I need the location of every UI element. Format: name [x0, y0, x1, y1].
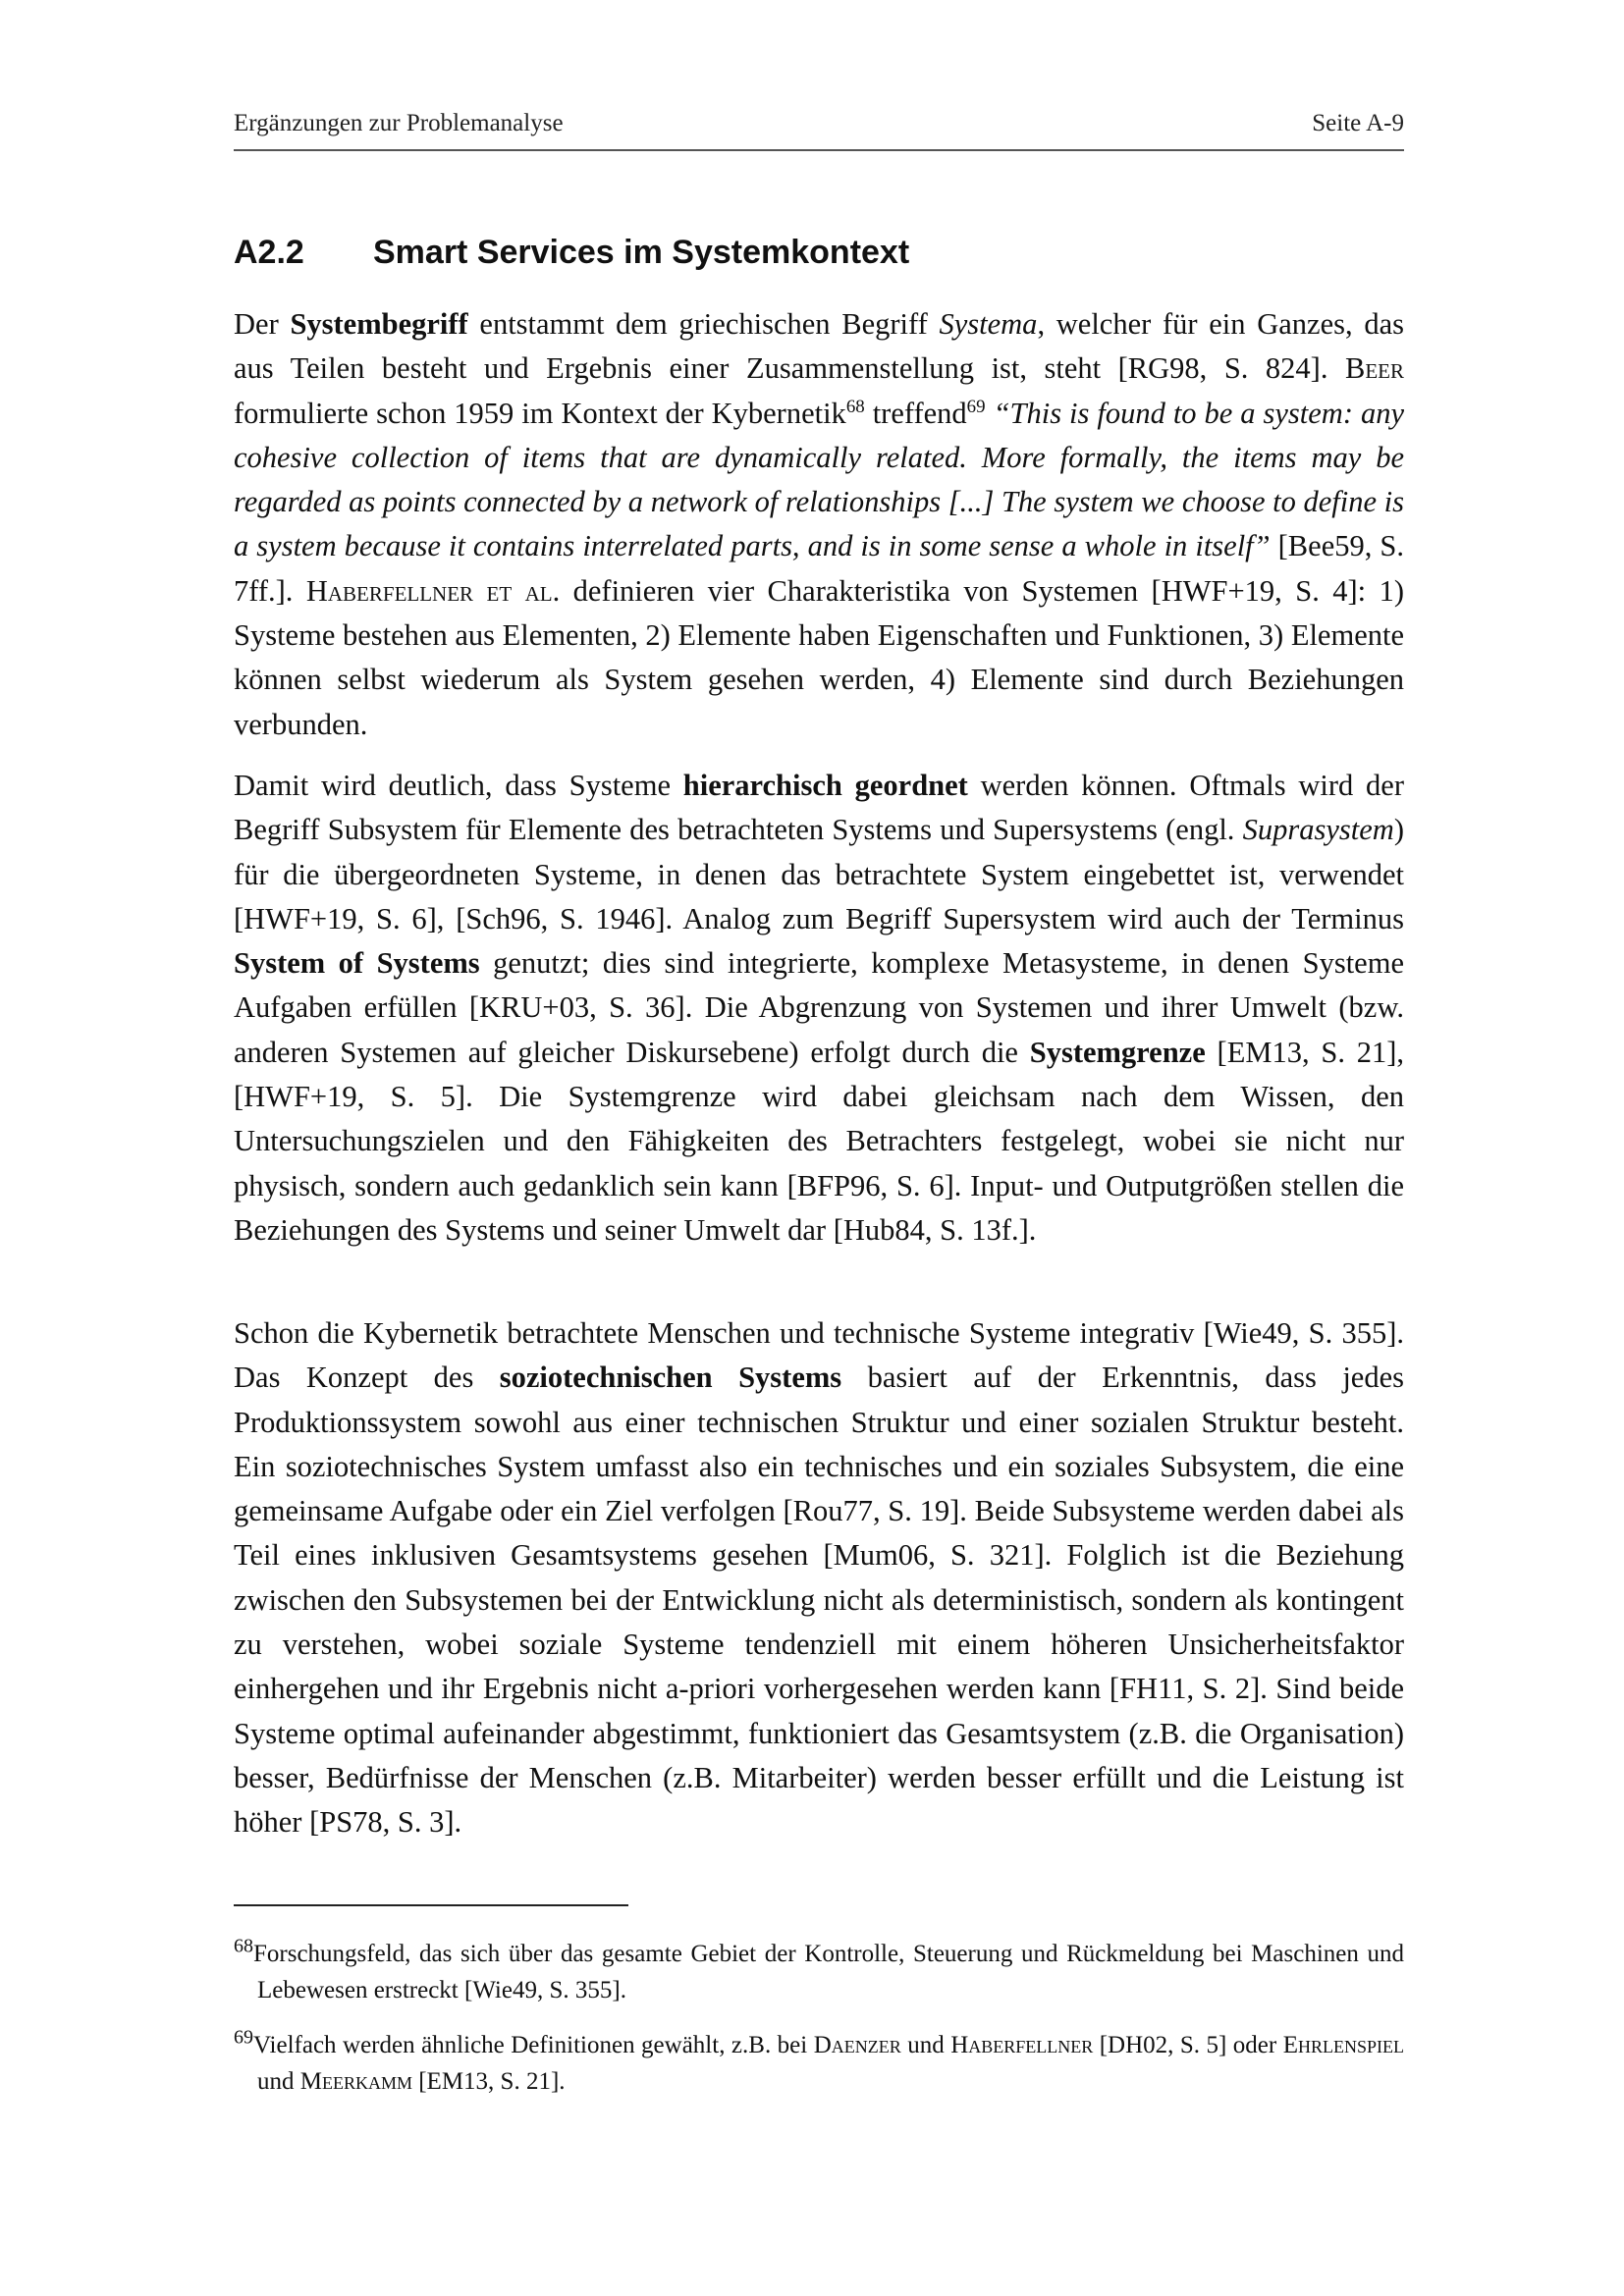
footnote-ref-69[interactable]: 69	[966, 396, 986, 417]
text-run: , welcher für ein Ganzes, das aus Teilen besteht und Ergebnis einer Zusammenstellung ist, steht [RG98, S. 824].	[234, 307, 1404, 386]
text-run: Schon die Kybernetik betrachtete Menschen und technische Systeme integrativ [Wie49, S. 355]. Das Konzept des	[234, 1316, 1404, 1395]
text-run: treffend	[864, 396, 967, 430]
paragraph-hierarchy	[234, 764, 1404, 1253]
footnote-text: Vielfach werden ähnliche Definitionen gewählt, z.B. bei	[253, 2032, 814, 2058]
term-system-of-systems: System of Systems	[234, 946, 480, 981]
text-run: . definieren vier Charakteristika von Systemen [HWF+19, S. 4]: 1) Systeme bestehen aus Elementen, 2) Elemente haben Eigenschaften und Funktionen, 3) Elemente können selbst wiederum als System gesehen werden, 4) Elemente sind durch Beziehungen verbunden.	[234, 573, 1404, 741]
author-meerkamm: Meerkamm	[299, 2068, 412, 2095]
text-run: entstammt dem griechischen Begriff	[467, 307, 940, 341]
author-haberfellner: Haberfellner et al	[305, 573, 553, 608]
paragraph-system-definition	[234, 302, 1404, 747]
text-run: werden können. Oftmals wird der Begriff Subsystem für Elemente des betrachteten Systems und Supersystems (engl.	[234, 769, 1404, 847]
paragraph-sociotechnical	[234, 1311, 1404, 1845]
footnote-separator	[234, 1904, 628, 1906]
beer-quote: “This is found to be a system: any cohesive collection of items that are dynamically related. More formally, the items may be regarded as points connected by a network of relationships [...] The system we choose to define is a system because it contains interrelated parts, and is in some sense a whole in itself”	[234, 396, 1404, 563]
footnote-68	[234, 1936, 1404, 2008]
footnote-mark: 68	[234, 1935, 253, 1957]
text-run: formulierte schon 1959 im Kontext der Kybernetik	[234, 396, 846, 430]
author-haberfellner: Haberfellner	[950, 2032, 1094, 2058]
footnote-text: und	[257, 2068, 300, 2095]
footnote-text: und	[900, 2032, 951, 2058]
footnote-69	[234, 2027, 1404, 2100]
author-ehrlenspiel: Ehrlenspiel	[1282, 2032, 1404, 2058]
footnote-ref-68[interactable]: 68	[845, 396, 865, 417]
header-page-number: Seite A-9	[1312, 110, 1404, 136]
term-systema: Systema	[939, 307, 1038, 341]
footnote-text: [DH02, S. 5] oder	[1093, 2032, 1283, 2058]
footnote-text: Forschungsfeld, das sich über das gesamte Gebiet der Kontrolle, Steuerung und Rückmeldung bei Maschinen und Lebewesen erstreckt [Wie49, S. 355].	[253, 1941, 1404, 2003]
term-systembegriff: Systembegriff	[290, 307, 468, 341]
section-title: Smart Services im Systemkontext	[373, 234, 910, 271]
text-run: ) für die übergeordneten Systeme, in denen das betrachtete System eingebettet ist, verwendet [HWF+19, S. 6], [Sch96, S. 1946]. Analog zum Begriff Supersystem wird auch der Terminus	[234, 813, 1404, 935]
footnote-text: [EM13, S. 21].	[411, 2068, 566, 2095]
term-systemgrenze: Systemgrenze	[1029, 1035, 1206, 1069]
text-run	[986, 397, 994, 430]
running-header	[234, 110, 1404, 151]
section-number: A2.2	[234, 234, 304, 271]
text-run: Damit wird deutlich, dass Systeme	[234, 769, 683, 802]
term-soziotechnisches-system: soziotechnischen Systems	[499, 1361, 842, 1395]
footnote-mark: 69	[234, 2026, 253, 2049]
text-run: genutzt; dies sind integrierte, komplexe Metasysteme, in denen Systeme Aufgaben erfüllen [KRU+03, S. 36]. Die Abgrenzung von Systemen und ihrer Umwelt (bzw. anderen Systemen auf gleicher Diskursebene) erfolgt durch die	[234, 946, 1404, 1069]
term-suprasystem: Suprasystem	[1242, 813, 1394, 847]
section-heading	[234, 234, 1404, 272]
term-hierarchisch-geordnet: hierarchisch geordnet	[682, 769, 968, 802]
author-daenzer: Daenzer	[813, 2032, 901, 2058]
header-chapter-title: Ergänzungen zur Problemanalyse	[234, 110, 564, 136]
text-run: [Bee59, S. 7ff.].	[234, 529, 1404, 608]
author-beer: Beer	[1344, 351, 1404, 386]
text-run: basiert auf der Erkenntnis, dass jedes Produktionssystem sowohl aus einer technischen Struktur und einer sozialen Struktur besteht. Ein soziotechnisches System umfasst also ein technisches und ein soziales Subsystem, die eine gemeinsame Aufgabe oder ein Ziel verfolgen [Rou77, S. 19]. Beide Subsysteme werden dabei als Teil eines inklusiven Gesamtsystems gesehen [Mum06, S. 321]. Folglich ist die Beziehung zwischen den Subsystemen bei der Entwicklung nicht als deterministisch, sondern als kontingent zu verstehen, wobei soziale Systeme tendenziell mit einem höheren Unsicherheitsfaktor einhergehen und ihr Ergebnis nicht a-priori vorhergesehen werden kann [FH11, S. 2]. Sind beide Systeme optimal aufeinander abgestimmt, funktioniert das Gesamtsystem (z.B. die Organisation) besser, Bedürfnisse der Menschen (z.B. Mitarbeiter) werden besser erfüllt und die Leistung ist höher [PS78, S. 3].	[234, 1361, 1404, 1840]
text-run: [EM13, S. 21], [HWF+19, S. 5]. Die Systemgrenze wird dabei gleichsam nach dem Wissen, den Untersuchungszielen und den Fähigkeiten des Betrachters festgelegt, wobei sie nicht nur physisch, sondern auch gedanklich sein kann [BFP96, S. 6]. Input- und Outputgrößen stellen die Beziehungen des Systems und seiner Umwelt dar [Hub84, S. 13f.].	[234, 1035, 1405, 1247]
text-run: Der	[234, 307, 291, 341]
